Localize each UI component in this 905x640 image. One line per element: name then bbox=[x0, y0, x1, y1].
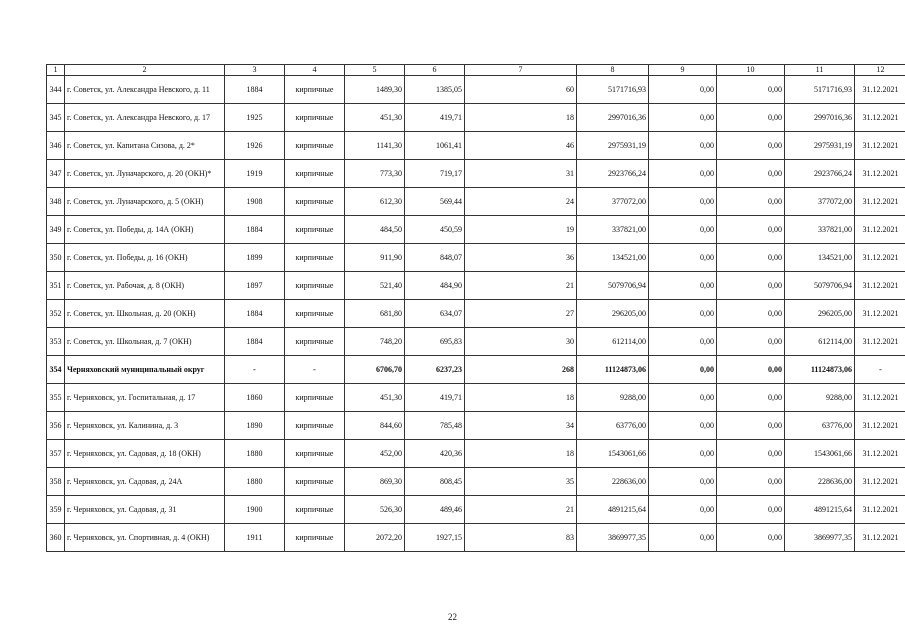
residents-count-cell: 21 bbox=[465, 496, 577, 524]
year-built-cell: 1884 bbox=[225, 76, 285, 104]
fund-a-cell: 0,00 bbox=[649, 524, 717, 552]
row-number: 354 bbox=[47, 356, 65, 384]
address-cell: г. Советск, ул. Луначарского, д. 5 (ОКН) bbox=[65, 188, 225, 216]
row-number: 348 bbox=[47, 188, 65, 216]
residents-count-cell: 83 bbox=[465, 524, 577, 552]
fund-b-cell: 0,00 bbox=[717, 300, 785, 328]
total-cost-cell: 63776,00 bbox=[577, 412, 649, 440]
total-area-cell: 1489,30 bbox=[345, 76, 405, 104]
living-area-cell: 6237,23 bbox=[405, 356, 465, 384]
district-subtotal-row bbox=[47, 356, 905, 384]
living-area-cell: 719,17 bbox=[405, 160, 465, 188]
deadline-cell: 31.12.2021 bbox=[855, 188, 905, 216]
living-area-cell: 1061,41 bbox=[405, 132, 465, 160]
row-number: 347 bbox=[47, 160, 65, 188]
deadline-cell: 31.12.2021 bbox=[855, 524, 905, 552]
deadline-cell: 31.12.2021 bbox=[855, 440, 905, 468]
row-number: 345 bbox=[47, 104, 65, 132]
column-number: 8 bbox=[577, 65, 649, 76]
total-cost-cell: 337821,00 bbox=[577, 216, 649, 244]
fund-b-cell: 0,00 bbox=[717, 160, 785, 188]
residents-count-cell: 60 bbox=[465, 76, 577, 104]
page-number: 22 bbox=[448, 612, 457, 622]
living-area-cell: 808,45 bbox=[405, 468, 465, 496]
register-table bbox=[46, 64, 905, 552]
deadline-cell: 31.12.2021 bbox=[855, 160, 905, 188]
address-cell: г. Советск, ул. Александра Невского, д. 17 bbox=[65, 104, 225, 132]
year-built-cell: 1884 bbox=[225, 300, 285, 328]
address-cell: Черняховский муниципальный округ bbox=[65, 356, 225, 384]
table-row bbox=[47, 524, 905, 552]
fund-b-cell: 0,00 bbox=[717, 104, 785, 132]
deadline-cell: 31.12.2021 bbox=[855, 328, 905, 356]
total-area-cell: 612,30 bbox=[345, 188, 405, 216]
table-row bbox=[47, 468, 905, 496]
year-built-cell: 1880 bbox=[225, 440, 285, 468]
residents-count-cell: 21 bbox=[465, 272, 577, 300]
total-area-cell: 748,20 bbox=[345, 328, 405, 356]
own-fund-cell: 11124873,06 bbox=[785, 356, 855, 384]
column-number: 7 bbox=[465, 65, 577, 76]
wall-material-cell: кирпичные bbox=[285, 216, 345, 244]
residents-count-cell: 34 bbox=[465, 412, 577, 440]
row-number: 359 bbox=[47, 496, 65, 524]
deadline-cell: 31.12.2021 bbox=[855, 272, 905, 300]
wall-material-cell: кирпичные bbox=[285, 440, 345, 468]
column-number: 11 bbox=[785, 65, 855, 76]
column-number: 1 bbox=[47, 65, 65, 76]
own-fund-cell: 9288,00 bbox=[785, 384, 855, 412]
table-row bbox=[47, 272, 905, 300]
table-row bbox=[47, 216, 905, 244]
living-area-cell: 419,71 bbox=[405, 104, 465, 132]
column-number: 4 bbox=[285, 65, 345, 76]
deadline-cell: 31.12.2021 bbox=[855, 216, 905, 244]
fund-a-cell: 0,00 bbox=[649, 272, 717, 300]
living-area-cell: 569,44 bbox=[405, 188, 465, 216]
fund-a-cell: 0,00 bbox=[649, 104, 717, 132]
total-area-cell: 869,30 bbox=[345, 468, 405, 496]
own-fund-cell: 5079706,94 bbox=[785, 272, 855, 300]
year-built-cell: 1890 bbox=[225, 412, 285, 440]
row-number: 344 bbox=[47, 76, 65, 104]
wall-material-cell: кирпичные bbox=[285, 468, 345, 496]
table-row bbox=[47, 440, 905, 468]
residents-count-cell: 46 bbox=[465, 132, 577, 160]
total-cost-cell: 5079706,94 bbox=[577, 272, 649, 300]
fund-a-cell: 0,00 bbox=[649, 384, 717, 412]
fund-a-cell: 0,00 bbox=[649, 440, 717, 468]
wall-material-cell: кирпичные bbox=[285, 244, 345, 272]
own-fund-cell: 2997016,36 bbox=[785, 104, 855, 132]
living-area-cell: 848,07 bbox=[405, 244, 465, 272]
wall-material-cell: кирпичные bbox=[285, 76, 345, 104]
row-number: 346 bbox=[47, 132, 65, 160]
year-built-cell: 1884 bbox=[225, 216, 285, 244]
total-cost-cell: 2975931,19 bbox=[577, 132, 649, 160]
wall-material-cell: кирпичные bbox=[285, 132, 345, 160]
deadline-cell: 31.12.2021 bbox=[855, 300, 905, 328]
address-cell: г. Советск, ул. Рабочая, д. 8 (ОКН) bbox=[65, 272, 225, 300]
year-built-cell: 1897 bbox=[225, 272, 285, 300]
total-cost-cell: 377072,00 bbox=[577, 188, 649, 216]
table-row bbox=[47, 300, 905, 328]
row-number: 360 bbox=[47, 524, 65, 552]
table-row bbox=[47, 104, 905, 132]
residents-count-cell: 27 bbox=[465, 300, 577, 328]
total-cost-cell: 134521,00 bbox=[577, 244, 649, 272]
fund-a-cell: 0,00 bbox=[649, 132, 717, 160]
deadline-cell: 31.12.2021 bbox=[855, 384, 905, 412]
wall-material-cell: кирпичные bbox=[285, 412, 345, 440]
living-area-cell: 1385,05 bbox=[405, 76, 465, 104]
own-fund-cell: 5171716,93 bbox=[785, 76, 855, 104]
address-cell: г. Советск, ул. Александра Невского, д. 11 bbox=[65, 76, 225, 104]
row-number: 358 bbox=[47, 468, 65, 496]
deadline-cell: 31.12.2021 bbox=[855, 496, 905, 524]
address-cell: г. Советск, ул. Победы, д. 16 (ОКН) bbox=[65, 244, 225, 272]
address-cell: г. Советск, ул. Победы, д. 14А (ОКН) bbox=[65, 216, 225, 244]
year-built-cell: - bbox=[225, 356, 285, 384]
year-built-cell: 1925 bbox=[225, 104, 285, 132]
total-cost-cell: 4891215,64 bbox=[577, 496, 649, 524]
row-number: 355 bbox=[47, 384, 65, 412]
own-fund-cell: 63776,00 bbox=[785, 412, 855, 440]
residents-count-cell: 18 bbox=[465, 440, 577, 468]
fund-a-cell: 0,00 bbox=[649, 188, 717, 216]
living-area-cell: 420,36 bbox=[405, 440, 465, 468]
fund-b-cell: 0,00 bbox=[717, 328, 785, 356]
fund-a-cell: 0,00 bbox=[649, 300, 717, 328]
living-area-cell: 1927,15 bbox=[405, 524, 465, 552]
fund-a-cell: 0,00 bbox=[649, 244, 717, 272]
deadline-cell: 31.12.2021 bbox=[855, 412, 905, 440]
own-fund-cell: 2975931,19 bbox=[785, 132, 855, 160]
total-cost-cell: 2997016,36 bbox=[577, 104, 649, 132]
column-number: 5 bbox=[345, 65, 405, 76]
deadline-cell: 31.12.2021 bbox=[855, 244, 905, 272]
table-row bbox=[47, 76, 905, 104]
fund-b-cell: 0,00 bbox=[717, 384, 785, 412]
address-cell: г. Советск, ул. Луначарского, д. 20 (ОКН)* bbox=[65, 160, 225, 188]
total-cost-cell: 296205,00 bbox=[577, 300, 649, 328]
year-built-cell: 1860 bbox=[225, 384, 285, 412]
address-cell: г. Черняховск, ул. Садовая, д. 18 (ОКН) bbox=[65, 440, 225, 468]
column-number: 2 bbox=[65, 65, 225, 76]
address-cell: г. Черняховск, ул. Калинина, д. 3 bbox=[65, 412, 225, 440]
living-area-cell: 450,59 bbox=[405, 216, 465, 244]
column-number: 12 bbox=[855, 65, 905, 76]
total-area-cell: 6706,70 bbox=[345, 356, 405, 384]
total-area-cell: 484,50 bbox=[345, 216, 405, 244]
deadline-cell: 31.12.2021 bbox=[855, 104, 905, 132]
wall-material-cell: кирпичные bbox=[285, 496, 345, 524]
residents-count-cell: 24 bbox=[465, 188, 577, 216]
year-built-cell: 1899 bbox=[225, 244, 285, 272]
fund-a-cell: 0,00 bbox=[649, 76, 717, 104]
year-built-cell: 1900 bbox=[225, 496, 285, 524]
wall-material-cell: - bbox=[285, 356, 345, 384]
fund-b-cell: 0,00 bbox=[717, 356, 785, 384]
year-built-cell: 1908 bbox=[225, 188, 285, 216]
fund-a-cell: 0,00 bbox=[649, 412, 717, 440]
wall-material-cell: кирпичные bbox=[285, 160, 345, 188]
total-area-cell: 451,30 bbox=[345, 104, 405, 132]
year-built-cell: 1880 bbox=[225, 468, 285, 496]
row-number: 353 bbox=[47, 328, 65, 356]
living-area-cell: 785,48 bbox=[405, 412, 465, 440]
own-fund-cell: 134521,00 bbox=[785, 244, 855, 272]
fund-b-cell: 0,00 bbox=[717, 272, 785, 300]
own-fund-cell: 2923766,24 bbox=[785, 160, 855, 188]
residents-count-cell: 30 bbox=[465, 328, 577, 356]
fund-a-cell: 0,00 bbox=[649, 496, 717, 524]
fund-b-cell: 0,00 bbox=[717, 496, 785, 524]
own-fund-cell: 377072,00 bbox=[785, 188, 855, 216]
fund-b-cell: 0,00 bbox=[717, 76, 785, 104]
total-area-cell: 911,90 bbox=[345, 244, 405, 272]
address-cell: г. Советск, ул. Капитана Сизова, д. 2* bbox=[65, 132, 225, 160]
living-area-cell: 484,90 bbox=[405, 272, 465, 300]
row-number: 349 bbox=[47, 216, 65, 244]
table-row bbox=[47, 132, 905, 160]
residents-count-cell: 18 bbox=[465, 384, 577, 412]
own-fund-cell: 612114,00 bbox=[785, 328, 855, 356]
residents-count-cell: 18 bbox=[465, 104, 577, 132]
wall-material-cell: кирпичные bbox=[285, 188, 345, 216]
residents-count-cell: 36 bbox=[465, 244, 577, 272]
deadline-cell: 31.12.2021 bbox=[855, 468, 905, 496]
fund-b-cell: 0,00 bbox=[717, 440, 785, 468]
wall-material-cell: кирпичные bbox=[285, 272, 345, 300]
address-cell: г. Черняховск, ул. Садовая, д. 24А bbox=[65, 468, 225, 496]
residents-count-cell: 35 bbox=[465, 468, 577, 496]
wall-material-cell: кирпичные bbox=[285, 300, 345, 328]
column-number: 10 bbox=[717, 65, 785, 76]
total-cost-cell: 612114,00 bbox=[577, 328, 649, 356]
table-row bbox=[47, 244, 905, 272]
fund-a-cell: 0,00 bbox=[649, 468, 717, 496]
fund-a-cell: 0,00 bbox=[649, 356, 717, 384]
address-cell: г. Черняховск, ул. Садовая, д. 31 bbox=[65, 496, 225, 524]
own-fund-cell: 1543061,66 bbox=[785, 440, 855, 468]
wall-material-cell: кирпичные bbox=[285, 328, 345, 356]
own-fund-cell: 4891215,64 bbox=[785, 496, 855, 524]
living-area-cell: 695,83 bbox=[405, 328, 465, 356]
row-number: 356 bbox=[47, 412, 65, 440]
total-area-cell: 521,40 bbox=[345, 272, 405, 300]
fund-b-cell: 0,00 bbox=[717, 244, 785, 272]
own-fund-cell: 337821,00 bbox=[785, 216, 855, 244]
total-cost-cell: 228636,00 bbox=[577, 468, 649, 496]
address-cell: г. Советск, ул. Школьная, д. 7 (ОКН) bbox=[65, 328, 225, 356]
fund-b-cell: 0,00 bbox=[717, 132, 785, 160]
total-cost-cell: 1543061,66 bbox=[577, 440, 649, 468]
total-area-cell: 681,80 bbox=[345, 300, 405, 328]
column-number: 9 bbox=[649, 65, 717, 76]
total-area-cell: 844,60 bbox=[345, 412, 405, 440]
year-built-cell: 1926 bbox=[225, 132, 285, 160]
table-row bbox=[47, 384, 905, 412]
fund-a-cell: 0,00 bbox=[649, 328, 717, 356]
row-number: 351 bbox=[47, 272, 65, 300]
row-number: 350 bbox=[47, 244, 65, 272]
table-row bbox=[47, 328, 905, 356]
fund-b-cell: 0,00 bbox=[717, 524, 785, 552]
living-area-cell: 634,07 bbox=[405, 300, 465, 328]
year-built-cell: 1884 bbox=[225, 328, 285, 356]
wall-material-cell: кирпичные bbox=[285, 104, 345, 132]
table-row bbox=[47, 412, 905, 440]
deadline-cell: 31.12.2021 bbox=[855, 76, 905, 104]
residents-count-cell: 31 bbox=[465, 160, 577, 188]
total-cost-cell: 5171716,93 bbox=[577, 76, 649, 104]
total-cost-cell: 9288,00 bbox=[577, 384, 649, 412]
total-area-cell: 452,00 bbox=[345, 440, 405, 468]
fund-b-cell: 0,00 bbox=[717, 412, 785, 440]
residents-count-cell: 19 bbox=[465, 216, 577, 244]
table-row bbox=[47, 496, 905, 524]
fund-b-cell: 0,00 bbox=[717, 468, 785, 496]
total-area-cell: 1141,30 bbox=[345, 132, 405, 160]
own-fund-cell: 3869977,35 bbox=[785, 524, 855, 552]
wall-material-cell: кирпичные bbox=[285, 384, 345, 412]
address-cell: г. Черняховск, ул. Спортивная, д. 4 (ОКН) bbox=[65, 524, 225, 552]
row-number: 357 bbox=[47, 440, 65, 468]
living-area-cell: 419,71 bbox=[405, 384, 465, 412]
row-number: 352 bbox=[47, 300, 65, 328]
column-number-row bbox=[47, 65, 905, 76]
total-cost-cell: 3869977,35 bbox=[577, 524, 649, 552]
fund-a-cell: 0,00 bbox=[649, 216, 717, 244]
deadline-cell: 31.12.2021 bbox=[855, 132, 905, 160]
address-cell: г. Советск, ул. Школьная, д. 20 (ОКН) bbox=[65, 300, 225, 328]
residents-count-cell: 268 bbox=[465, 356, 577, 384]
fund-b-cell: 0,00 bbox=[717, 188, 785, 216]
table-row bbox=[47, 160, 905, 188]
table-row bbox=[47, 188, 905, 216]
living-area-cell: 489,46 bbox=[405, 496, 465, 524]
total-cost-cell: 2923766,24 bbox=[577, 160, 649, 188]
address-cell: г. Черняховск, ул. Госпитальная, д. 17 bbox=[65, 384, 225, 412]
total-area-cell: 526,30 bbox=[345, 496, 405, 524]
total-area-cell: 451,30 bbox=[345, 384, 405, 412]
year-built-cell: 1919 bbox=[225, 160, 285, 188]
fund-a-cell: 0,00 bbox=[649, 160, 717, 188]
fund-b-cell: 0,00 bbox=[717, 216, 785, 244]
column-number: 3 bbox=[225, 65, 285, 76]
wall-material-cell: кирпичные bbox=[285, 524, 345, 552]
year-built-cell: 1911 bbox=[225, 524, 285, 552]
total-cost-cell: 11124873,06 bbox=[577, 356, 649, 384]
own-fund-cell: 228636,00 bbox=[785, 468, 855, 496]
own-fund-cell: 296205,00 bbox=[785, 300, 855, 328]
total-area-cell: 2072,20 bbox=[345, 524, 405, 552]
deadline-cell: - bbox=[855, 356, 905, 384]
column-number: 6 bbox=[405, 65, 465, 76]
total-area-cell: 773,30 bbox=[345, 160, 405, 188]
